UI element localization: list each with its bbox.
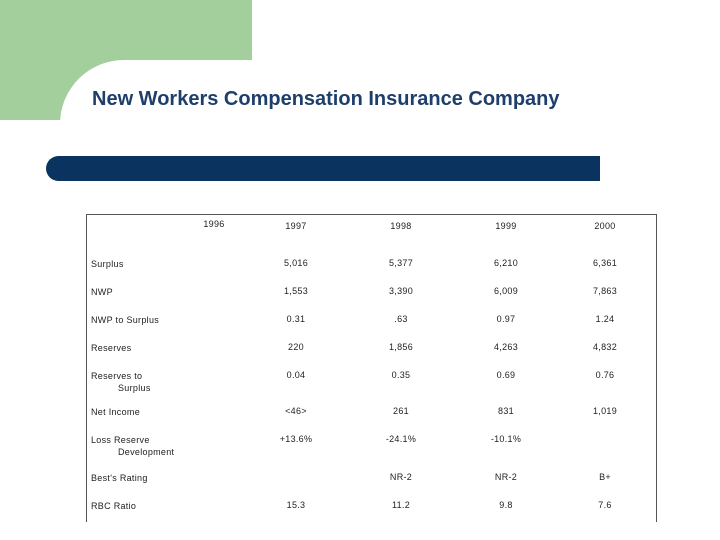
row-label-line2: Surplus [118, 383, 151, 393]
table-cell: NR-2 [494, 472, 518, 482]
table-cell: .63 [394, 314, 408, 324]
table-cell: -24.1% [385, 434, 417, 444]
table-cell: 0.35 [391, 370, 411, 380]
table-cell: 220 [288, 342, 304, 352]
row-label-line2: Development [118, 447, 175, 457]
table-cell: 1,019 [592, 406, 618, 416]
table-cell: 831 [498, 406, 514, 416]
row-label: RBC Ratio [91, 501, 137, 511]
table-cell: 6,210 [493, 258, 519, 268]
row-label: Reserves to [91, 371, 143, 381]
table-top-border [86, 214, 657, 215]
table-cell: +13.6% [279, 434, 313, 444]
table-cell: 1,553 [283, 286, 309, 296]
row-label: Loss Reserve [91, 435, 150, 445]
column-header: 1997 [285, 221, 307, 231]
column-header: 2000 [594, 221, 616, 231]
row-label: NWP [91, 287, 113, 297]
table-right-border [656, 214, 657, 522]
column-header: 1996 [203, 219, 225, 229]
column-header: 1999 [495, 221, 517, 231]
table-cell: 4,263 [493, 342, 519, 352]
table-cell: 0.97 [496, 314, 516, 324]
row-label: NWP to Surplus [91, 315, 160, 325]
table-cell: NR-2 [389, 472, 413, 482]
table-cell: 0.76 [595, 370, 615, 380]
row-label: Surplus [91, 259, 124, 269]
column-header: 1998 [390, 221, 412, 231]
table-cell: 5,377 [388, 258, 414, 268]
table-cell: 11.2 [391, 500, 411, 510]
table-cell: 1.24 [595, 314, 615, 324]
table-cell: 3,390 [388, 286, 414, 296]
table-cell: 15.3 [286, 500, 306, 510]
row-label: Reserves [91, 343, 132, 353]
table-cell: <46> [285, 406, 307, 416]
table-cell: 6,361 [592, 258, 618, 268]
table-cell: 6,009 [493, 286, 519, 296]
table-cell: 0.04 [286, 370, 306, 380]
table-cell: 7.6 [598, 500, 612, 510]
table-cell: -10.1% [490, 434, 522, 444]
table-cell: 5,016 [283, 258, 309, 268]
slide-panel [60, 60, 720, 540]
table-left-border [86, 214, 87, 522]
table-cell: 261 [393, 406, 409, 416]
title-underline-bar [46, 156, 600, 181]
page-title: New Workers Compensation Insurance Company [92, 88, 560, 110]
table-cell: 7,863 [592, 286, 618, 296]
table-cell: 0.31 [286, 314, 306, 324]
table-cell: 0.69 [496, 370, 516, 380]
table-cell: 4,832 [592, 342, 618, 352]
row-label: Net Income [91, 407, 141, 417]
table-cell: 1,856 [388, 342, 414, 352]
row-label: Best's Rating [91, 473, 148, 483]
table-cell: 9.8 [499, 500, 513, 510]
table-cell: B+ [599, 472, 611, 482]
